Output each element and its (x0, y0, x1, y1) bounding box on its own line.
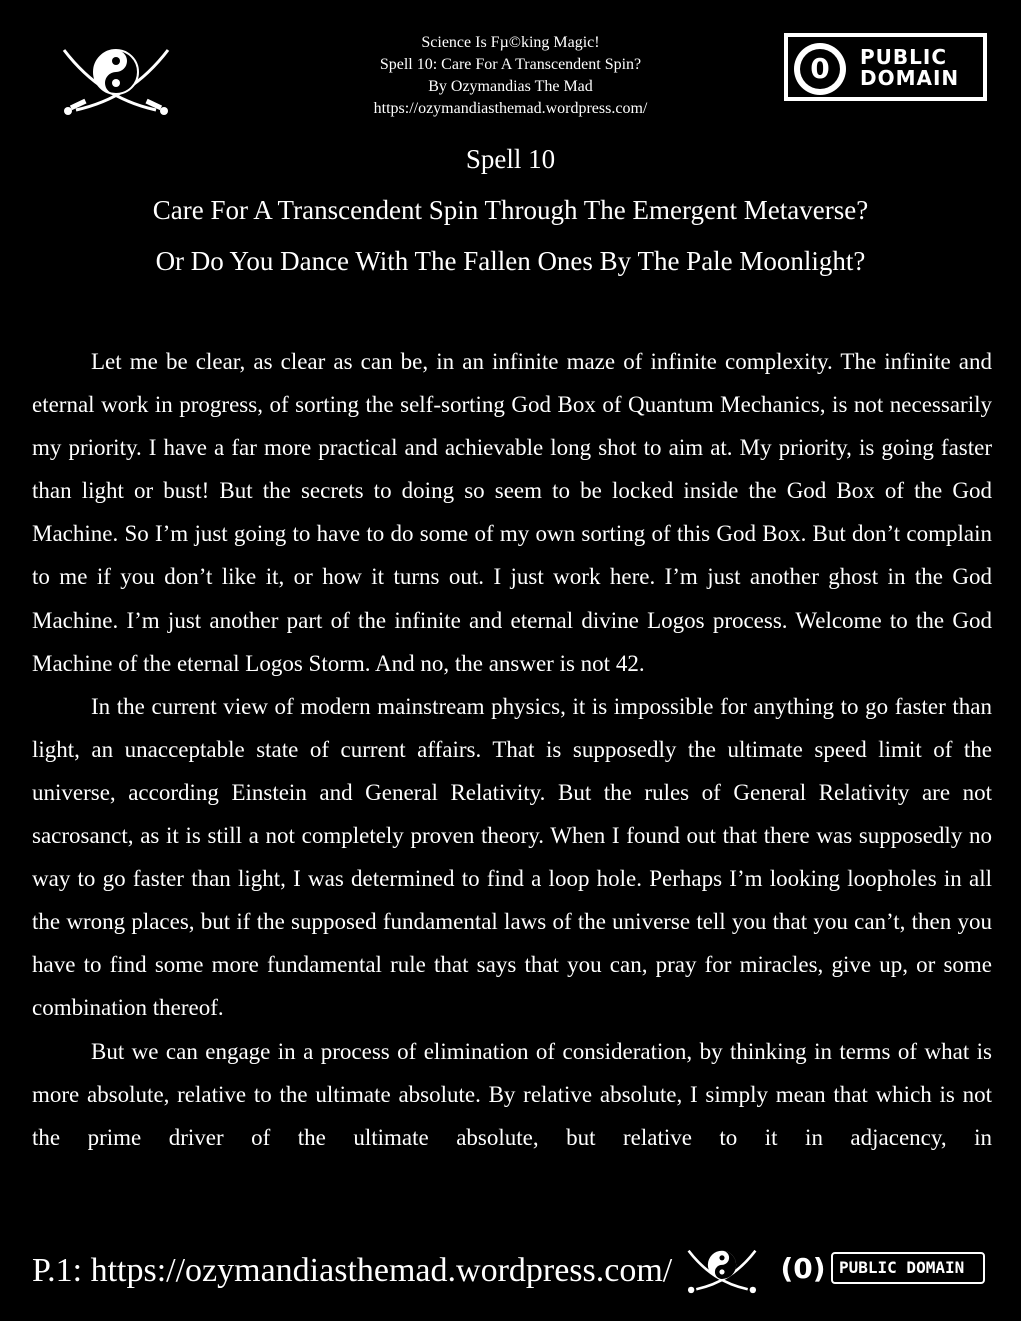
header-spell-title: Spell 10: Care For A Transcendent Spin? (379, 56, 642, 73)
footer-yin-yang-pirate-logo-icon (686, 1246, 758, 1294)
public-domain-text: PUBLIC DOMAIN (860, 45, 960, 90)
paragraph: In the current view of modern mainstream physics, it is impossible for anything to go faster than light, an unacceptable state of current affairs. That is supposedly the ultimate speed limit of the universe, according Einstein and General Relativity. But the rules of General Relativity are not sacrosanct, as it is still a not completely proven theory. When I found out that there was supposedly no way to go faster than light, I was determined to find a loop hole. Perhaps I’m looking loopholes in all the wrong places, but if the supposed fundamental laws of the universe tell you that you can’t, then you have to find some more fundamental rule that says that you can, pray for miracles, give up, or some combination thereof. (32, 693, 992, 1021)
yin-yang-pirate-logo-icon (60, 44, 172, 116)
footer-page-url[interactable]: P.1: https://ozymandiasthemad.wordpress.com/ (32, 1252, 673, 1289)
header-series-title: Science Is Fµ©king Magic! (421, 34, 600, 51)
header-url[interactable]: https://ozymandiasthemad.wordpress.com/ (373, 100, 648, 117)
header-author: By Ozymandias The Mad (428, 78, 593, 95)
footer-public-domain-badge (777, 1251, 987, 1287)
spell-title-line-1: Care For A Transcendent Spin Through The Emergent Metaverse? (152, 195, 869, 225)
title-block (0, 140, 1021, 293)
spell-title-line-2: Or Do You Dance With The Fallen Ones By The Pale Moonlight? (155, 246, 866, 276)
header-block (250, 32, 771, 120)
body-text (32, 340, 992, 1159)
spell-number-title: Spell 10 (465, 144, 556, 174)
footer-public-domain-text: PUBLIC DOMAIN (839, 1258, 965, 1277)
paragraph: Let me be clear, as clear as can be, in an infinite maze of infinite complexity. The infinite and eternal work in progress, of sorting the self-sorting God Box of Quantum Mechanics, is not necessarily my priority. I have a far more practical and achievable long shot to aim at. My priority, is going faster than light or bust! But the secrets to doing so seem to be locked inside the God Box of the God Machine. So I’m just going to have to do some of my own sorting of this God Box. But don’t complain to me if you don’t like it, or how it turns out. I just work here. I’m just another ghost in the God Machine. I’m just another part of the infinite and eternal divine Logos process. Welcome to the God Machine of the eternal Logos Storm. And no, the answer is not 42. (32, 349, 992, 676)
footer-public-domain-zero-icon: (0) (780, 1252, 826, 1285)
public-domain-zero-icon: 0 (794, 43, 846, 95)
public-domain-badge (784, 33, 987, 101)
paragraph: But we can engage in a process of elimination of consideration, by thinking in terms of what is more absolute, relative to the ultimate absolute. By relative absolute, I simply mean that which is not the prime driver of the ultimate absolute, but relative to it in adjacency, in (32, 1038, 992, 1150)
